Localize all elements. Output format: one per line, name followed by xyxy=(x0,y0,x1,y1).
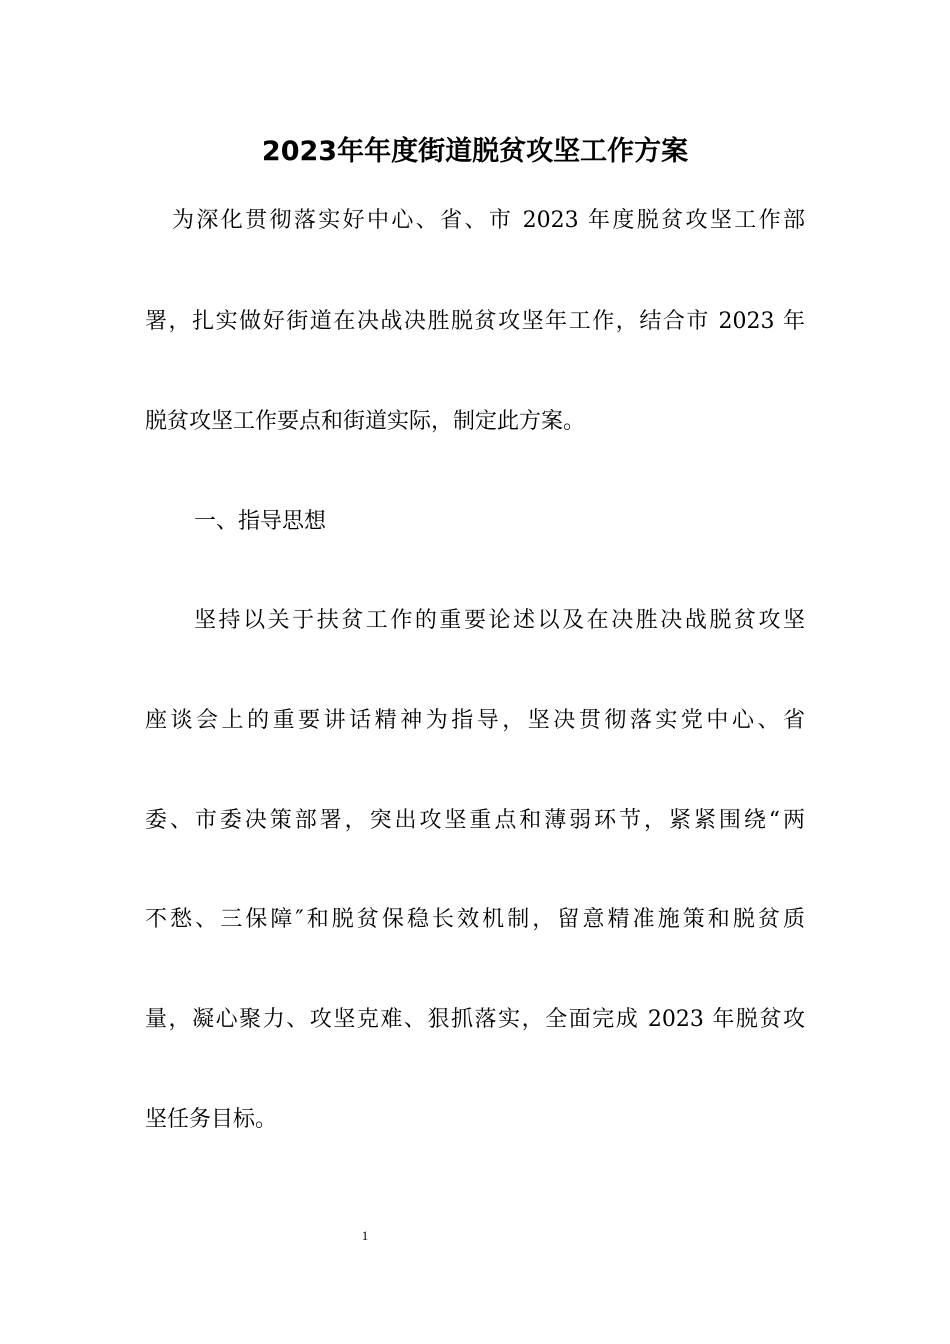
document-title: 2023年年度街道脱贫攻坚工作方案 xyxy=(261,136,689,167)
paragraph-2-line-6: 坚任务目标。 xyxy=(145,1107,278,1132)
paragraph-2-line-1: 坚持以关于扶贫工作的重要论述以及在决胜决战脱贫攻坚 xyxy=(194,608,805,633)
paragraph-2-line-3: 委、市委决策部署，突出攻坚重点和薄弱环节，紧紧围绕“两 xyxy=(145,808,805,833)
paragraph-2-line-2: 座谈会上的重要讲话精神为指导，坚决贯彻落实党中心、省 xyxy=(145,708,805,733)
paragraph-1-line-1: 为深化贯彻落实好中心、省、市 2023 年度脱贫攻坚工作部 xyxy=(172,208,805,233)
paragraph-1-line-3: 脱贫攻坚工作要点和街道实际，制定此方案。 xyxy=(145,409,586,434)
paragraph-2-line-5: 量，凝心聚力、攻坚克难、狠抓落实，全面完成 2023 年脱贫攻 xyxy=(145,1007,805,1032)
section-heading-guiding-thought: 一、指导思想 xyxy=(194,509,327,534)
paragraph-2-line-4: 不愁、三保障″和脱贫保稳长效机制，留意精准施策和脱贫质 xyxy=(145,907,805,932)
paragraph-1-line-2: 署，扎实做好街道在决战决胜脱贫攻坚年工作，结合市 2023 年 xyxy=(145,309,805,334)
page-number: 1 xyxy=(361,1228,369,1243)
